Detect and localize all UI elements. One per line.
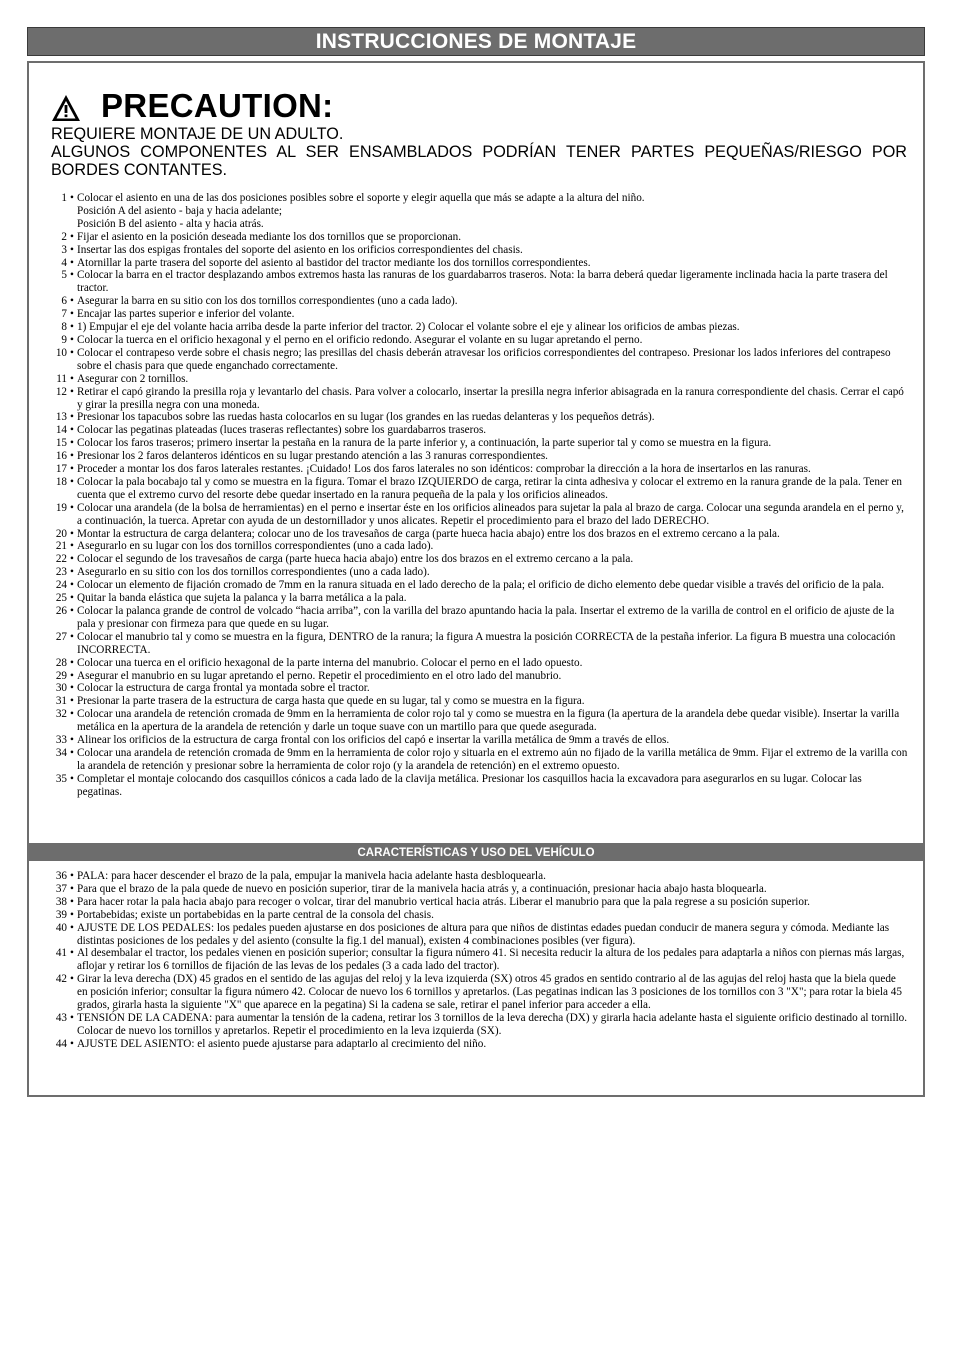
step-number: 21 (55, 540, 67, 553)
list-item (44, 870, 908, 883)
step-number: 12 (55, 385, 67, 398)
step-text: Asegurarlo en su sitio con los dos tornillos correspondientes (uno a cada lado). (77, 566, 430, 579)
step-number: 11 (56, 372, 67, 385)
bullet: • (70, 372, 74, 385)
step-number: 19 (55, 501, 67, 514)
list-item (44, 540, 908, 553)
bullet: • (70, 230, 74, 243)
bullet: • (70, 527, 74, 540)
step-text: AJUSTE DE LOS PEDALES: los pedales pueden ajustarse en dos posiciones de altura para que niños de distintas edades puedan conducir de manera segura y cómoda. Mediante las distintas posiciones de los pedales y del asiento (consulte la fig.1 del manual), existen 4 combinaciones posibles (ver figura). (77, 921, 890, 947)
step-number: 37 (55, 882, 67, 895)
assembly-steps-list (44, 192, 908, 799)
step-number: 8 (61, 321, 67, 334)
bullet: • (70, 437, 74, 450)
step-text: Presionar la parte trasera de la estructura de carga hasta que quede en su lugar, tal y como se muestra en la figura. (77, 695, 585, 708)
step-number: 15 (55, 437, 67, 450)
list-item (44, 411, 908, 424)
step-text: Colocar las pegatinas plateadas (luces traseras reflectantes) sobre los guardabarros traseros. (77, 424, 487, 437)
step-number: 4 (61, 256, 67, 269)
step-text: Atornillar la parte trasera del soporte del asiento al bastidor del tractor mediante los dos tornillos correspondientes. (77, 256, 591, 269)
bullet: • (70, 695, 74, 708)
page-title: INSTRUCCIONES DE MONTAJE (315, 30, 637, 53)
list-item (44, 631, 908, 657)
step-number: 27 (55, 630, 67, 643)
bullet: • (70, 269, 74, 282)
list-item (44, 773, 908, 799)
section-title: CARACTERÍSTICAS Y USO DEL VEHÍCULO (357, 847, 595, 859)
step-text: Para que el brazo de la pala quede de nuevo en posición superior, tirar de la manivela hacia atrás y, a continuación, presionar hacia abajo hasta bloquearla. (77, 882, 767, 895)
step-text: PALA: para hacer descender el brazo de la pala, empujar la manivela hacia adelante hasta desbloquearla. (77, 870, 546, 882)
bullet: • (70, 895, 74, 908)
list-item (44, 308, 908, 321)
bullet: • (70, 540, 74, 553)
bullet: • (70, 411, 74, 424)
list-item (44, 657, 908, 670)
step-number: 2 (61, 230, 67, 243)
step-text: Presionar los tapacubos sobre las ruedas hasta colocarlos en su lugar (los grandes en las ruedas delanteras y los pequeños detrás). (77, 411, 655, 424)
bullet: • (70, 1037, 74, 1050)
list-item (44, 244, 908, 257)
step-text: Colocar la tuerca en el orificio hexagonal y el perno en el orificio redondo. Asegurar el volante en su lugar apretando el perno. (77, 333, 643, 346)
step-number: 40 (55, 921, 67, 934)
list-item (44, 682, 908, 695)
step-number: 25 (55, 592, 67, 605)
list-item (44, 347, 908, 373)
step-text: Colocar el segundo de los travesaños de carga (parte hueca hacia abajo) entre los dos brazos en el extremo cercano a la pala. (77, 553, 634, 566)
bullet: • (70, 605, 74, 617)
bullet: • (70, 682, 74, 695)
step-number: 1 (61, 192, 67, 204)
step-number: 35 (55, 772, 67, 785)
list-item (44, 257, 908, 270)
bullet: • (70, 882, 74, 895)
list-item (44, 295, 908, 308)
list-item (44, 334, 908, 347)
list-item (44, 592, 908, 605)
bullet: • (70, 475, 74, 488)
step-text: Quitar la banda elástica que sujeta la palanca y la barra metálica a la pala. (77, 592, 407, 605)
step-number: 42 (55, 973, 67, 986)
step-number: 14 (55, 424, 67, 437)
bullet: • (70, 669, 74, 682)
step-number: 39 (55, 908, 67, 921)
step-text: Completar el montaje colocando dos casquillos cónicos a cada lado de la clavija metálica. Presionar los casquillos hacia la excavadora para asegurarlos en su lugar. Colocar las pegatinas. (77, 772, 862, 798)
bullet: • (70, 192, 74, 204)
warning-line-adult: REQUIERE MONTAJE DE UN ADULTO. (51, 125, 344, 143)
list-item (44, 476, 908, 502)
bullet: • (70, 746, 74, 759)
step-text: Montar la estructura de carga delantera; colocar uno de los travesaños de carga (parte hueca hacia abajo) entre los dos brazos en el extremo cercano a la pala. (77, 527, 780, 540)
usage-steps-list (44, 870, 908, 1051)
bullet: • (70, 333, 74, 346)
list-item (44, 528, 908, 541)
step-text: Asegurar el manubrio en su lugar apretando el perno. Repetir el procedimiento en el otro lado del manubrio. (77, 669, 562, 682)
step-number: 32 (55, 708, 67, 721)
section-bar (29, 843, 923, 861)
step-text: Alinear los orificios de la estructura de carga frontal con los orificios del capó e insertar la varilla metálica de 9mm a través de ellos. (77, 734, 670, 747)
step-text: Fijar el asiento en la posición deseada mediante los dos tornillos que se proporcionan. (77, 230, 462, 243)
bullet: • (70, 501, 74, 514)
step-text: Proceder a montar los dos faros laterales restantes. ¡Cuidado! Los dos faros laterales no son idénticos: comprobar la dirección a la hora de insertarlos en las ranuras. (77, 463, 811, 476)
step-number: 9 (61, 333, 67, 346)
step-text: Colocar una tuerca en el orificio hexagonal de la parte interna del manubrio. Colocar el perno en el lado opuesto. (77, 656, 583, 669)
warning-text (51, 125, 907, 179)
step-text: Encajar las partes superior e inferior del volante. (77, 308, 295, 321)
step-text: Colocar el manubrio tal y como se muestra en la figura, DENTRO de la ranura; la figura A muestra la posición CORRECTA de la pestaña inferior. La figura B muestra una colocación INCORRECTA. (77, 630, 896, 656)
step-text: Colocar el asiento en una de las dos posiciones posibles sobre el soporte y elegir aquella que más se adapte a la altura del niño. Posición A del asiento - baja y hacia adelante; Posición B del asiento - alta y hacia atrás. (77, 192, 645, 230)
step-text: Colocar la barra en el tractor desplazando ambos extremos hasta las ranuras de los guardabarros traseros. Nota: la barra deberá quedar ligeramente inclinada hacia la parte trasera del tractor. (77, 269, 888, 295)
bullet: • (70, 947, 74, 960)
step-text: Asegurarlo en su lugar con los dos tornillos correspondientes (uno a cada lado). (77, 540, 434, 553)
list-item (44, 386, 908, 412)
list-item (44, 321, 908, 334)
bullet: • (70, 921, 74, 934)
step-number: 13 (55, 411, 67, 424)
step-number: 16 (55, 450, 67, 463)
bullet: • (70, 772, 74, 785)
step-text: Asegurar con 2 tornillos. (77, 372, 189, 385)
list-item (44, 695, 908, 708)
header-bar (27, 27, 925, 56)
step-number: 34 (55, 746, 67, 759)
step-number: 30 (55, 682, 67, 695)
step-number: 41 (55, 947, 67, 960)
bullet: • (70, 256, 74, 269)
step-text: Colocar la pala bocabajo tal y como se muestra en la figura. Tomar el brazo IZQUIERDO de carga, retirar la cinta adhesiva y colocar el extremo en la ranura grande de la pala. Tener en cuenta que el extremo curvo del resorte debe quedar insertado en la ranura pequeña de la pala y los orificios alineados. (77, 475, 903, 501)
step-number: 36 (55, 870, 67, 882)
bullet: • (70, 734, 74, 747)
list-item (44, 269, 908, 295)
list-item (44, 463, 908, 476)
step-text: Colocar la palanca grande de control de volcado “hacia arriba”, con la varilla del brazo apuntando hacia la pala. Insertar el extremo de la varilla de control en el orificio de ajuste de la pala y presionar con firmeza para que quede en su lugar. (77, 605, 895, 630)
step-text: Colocar una arandela (de la bolsa de herramientas) en el perno e insertar éste en los orificios alineados para sujetar la pala al brazo de carga. Colocar una segunda arandela en el perno y, a continuación, la tuerca. Apretar con ayuda de un destornillador y unos alicates. Repetir el procedimiento para el brazo del lado DERECHO. (77, 501, 904, 527)
bullet: • (70, 424, 74, 437)
bullet: • (70, 908, 74, 921)
bullet: • (70, 308, 74, 321)
bullet: • (70, 656, 74, 669)
step-number: 31 (55, 695, 67, 708)
bullet: • (70, 321, 74, 334)
list-item (44, 922, 908, 948)
step-number: 24 (55, 579, 67, 592)
list-item (44, 566, 908, 579)
list-item (44, 1038, 908, 1051)
step-text: Colocar la estructura de carga frontal ya montada sobre el tractor. (77, 682, 370, 695)
bullet: • (70, 463, 74, 476)
list-item (44, 450, 908, 463)
list-item (44, 747, 908, 773)
bullet: • (70, 295, 74, 308)
step-number: 29 (55, 669, 67, 682)
step-text: Para hacer rotar la pala hacia abajo para recoger o volcar, tirar del manubrio vertical hacia atrás. Liberar el manubrio para que la pala regrese a su posición superior. (77, 895, 810, 908)
step-number: 6 (61, 295, 67, 308)
list-item (44, 553, 908, 566)
step-text: Colocar una arandela de retención cromada de 9mm en la herramienta de color rojo tal y como se muestra en la figura (la apertura de la arandela debe quedar visible). Insertar la varilla metálica en la apertura de la arandela de retención y darle un toque suave con un martillo para que quede asegurada. (77, 708, 900, 734)
step-number: 3 (61, 243, 67, 256)
step-text: Presionar los 2 faros delanteros idénticos en su lugar prestando atención a las 3 ranuras correspondientes. (77, 450, 548, 463)
step-text: Girar la leva derecha (DX) 45 grados en el sentido de las agujas del reloj y la leva izquierda (SX) otros 45 grados en sentido contrario al de las agujas del reloj hasta que la biela quede en posición inferior; consultar la figura número 42. Colocar de nuevo los 6 tornillos y apretarlos. (Las pegatinas indican las 3 posiciones de los tornillos con 3 "X"; para rotar la biela 45 grados, girarla hasta la siguiente "X" que aparece en la pegatina) Si la cadena se sale, retirar el panel inferior para acceder a ella. (77, 973, 902, 1012)
step-number: 38 (55, 895, 67, 908)
bullet: • (70, 385, 74, 398)
step-number: 17 (55, 463, 67, 476)
step-text: Portabebidas; existe un portabebidas en la parte central de la consola del chasis. (77, 908, 434, 921)
list-item (44, 896, 908, 909)
list-item (44, 437, 908, 450)
bullet: • (70, 579, 74, 592)
step-text: TENSIÓN DE LA CADENA: para aumentar la tensión de la cadena, retirar los 3 tornillos de la leva derecha (DX) y girarla hacia adelante hasta el siguiente orificio destinado al tornillo. Colocar de nuevo los tornillos y apretarlos. Repetir el procedimiento en la leva izquierda (SX). (77, 1011, 908, 1037)
bullet: • (70, 592, 74, 605)
warning-line-small-parts: ALGUNOS COMPONENTES AL SER ENSAMBLADOS PODRÍAN TENER PARTES PEQUEÑAS/RIESGO POR BORDES CONTANTES. (51, 143, 907, 179)
bullet: • (70, 630, 74, 643)
step-text: Colocar los faros traseros; primero insertar la pestaña en la ranura de la parte inferior y, a continuación, la parte superior tal y como se muestra en la figura. (77, 437, 772, 450)
step-number: 33 (55, 734, 67, 747)
step-number: 10 (55, 346, 67, 359)
precaution-heading (51, 87, 333, 125)
step-number: 22 (55, 553, 67, 566)
step-text: Colocar un elemento de fijación cromado de 7mm en la ranura situada en el lado derecho de la pala; el orificio de dicho elemento debe quedar visible a través del orificio de la pala. (77, 579, 885, 592)
step-number: 43 (55, 1011, 67, 1024)
bullet: • (70, 243, 74, 256)
step-text: Colocar el contrapeso verde sobre el chasis negro; las presillas del chasis deberán atravesar los orificios correspondientes del contrapeso. Presionar los lados inferiores del contrapeso sobre el chasis para que quede enganchado correctamente. (77, 346, 891, 372)
list-item (44, 670, 908, 683)
step-text: Colocar una arandela de retención cromada de 9mm en la herramienta de color rojo y situarla en el extremo aún no fijado de la varilla metálica de 9mm. Fijar el extremo de la varilla con la arandela de retención y presionar sobre la herramienta de color rojo (y la arandela de retención) en el extremo opuesto. (77, 746, 908, 772)
step-number: 44 (55, 1037, 67, 1050)
step-text: Insertar las dos espigas frontales del soporte del asiento en los orificios correspondientes del chasis. (77, 243, 523, 256)
step-number: 28 (55, 656, 67, 669)
list-item (44, 605, 908, 631)
list-item (44, 883, 908, 896)
step-number: 5 (61, 269, 67, 282)
list-item (44, 708, 908, 734)
list-item (44, 424, 908, 437)
step-number: 20 (55, 527, 67, 540)
bullet: • (70, 870, 74, 882)
step-text: AJUSTE DEL ASIENTO: el asiento puede ajustarse para adaptarlo al crecimiento del niño. (77, 1037, 487, 1050)
warning-triangle-icon (51, 93, 81, 123)
list-item (44, 502, 908, 528)
list-item (44, 909, 908, 922)
list-item (44, 973, 908, 1012)
list-item (44, 734, 908, 747)
content-frame (27, 61, 925, 1097)
step-number: 7 (61, 308, 67, 321)
bullet: • (70, 1011, 74, 1024)
bullet: • (70, 973, 74, 986)
precaution-title: PRECAUTION: (101, 87, 334, 124)
bullet: • (70, 450, 74, 463)
list-item (44, 231, 908, 244)
bullet: • (70, 553, 74, 566)
bullet: • (70, 566, 74, 579)
list-item (44, 1012, 908, 1038)
list-item (44, 947, 908, 973)
step-text: Retirar el capó girando la presilla roja y levantarlo del chasis. Para volver a colocarlo, insertar la presilla negra inferior abisagrada en la ranura correspondiente del chasis. Cerrar el capó y girar la presilla negra con una moneda. (77, 385, 904, 411)
step-text: Asegurar la barra en su sitio con los dos tornillos correspondientes (uno a cada lado). (77, 295, 458, 308)
list-item (44, 373, 908, 386)
step-text: Al desembalar el tractor, los pedales vienen en posición superior; consultar la figura número 41. Si necesita reducir la altura de los pedales para adaptarla a niños con piernas más largas, aflojar y retirar los 6 tornillos de fijación de las levas de los pedales (3 a cada lado del tractor). (77, 947, 905, 973)
bullet: • (70, 708, 74, 721)
list-item (44, 579, 908, 592)
step-number: 26 (55, 605, 67, 617)
step-number: 18 (55, 475, 67, 488)
step-number: 23 (55, 566, 67, 579)
list-item (44, 192, 908, 231)
step-text: 1) Empujar el eje del volante hacia arriba desde la parte inferior del tractor. 2) Colocar el volante sobre el eje y alinear los orificios de ambas piezas. (77, 321, 740, 334)
bullet: • (70, 346, 74, 359)
